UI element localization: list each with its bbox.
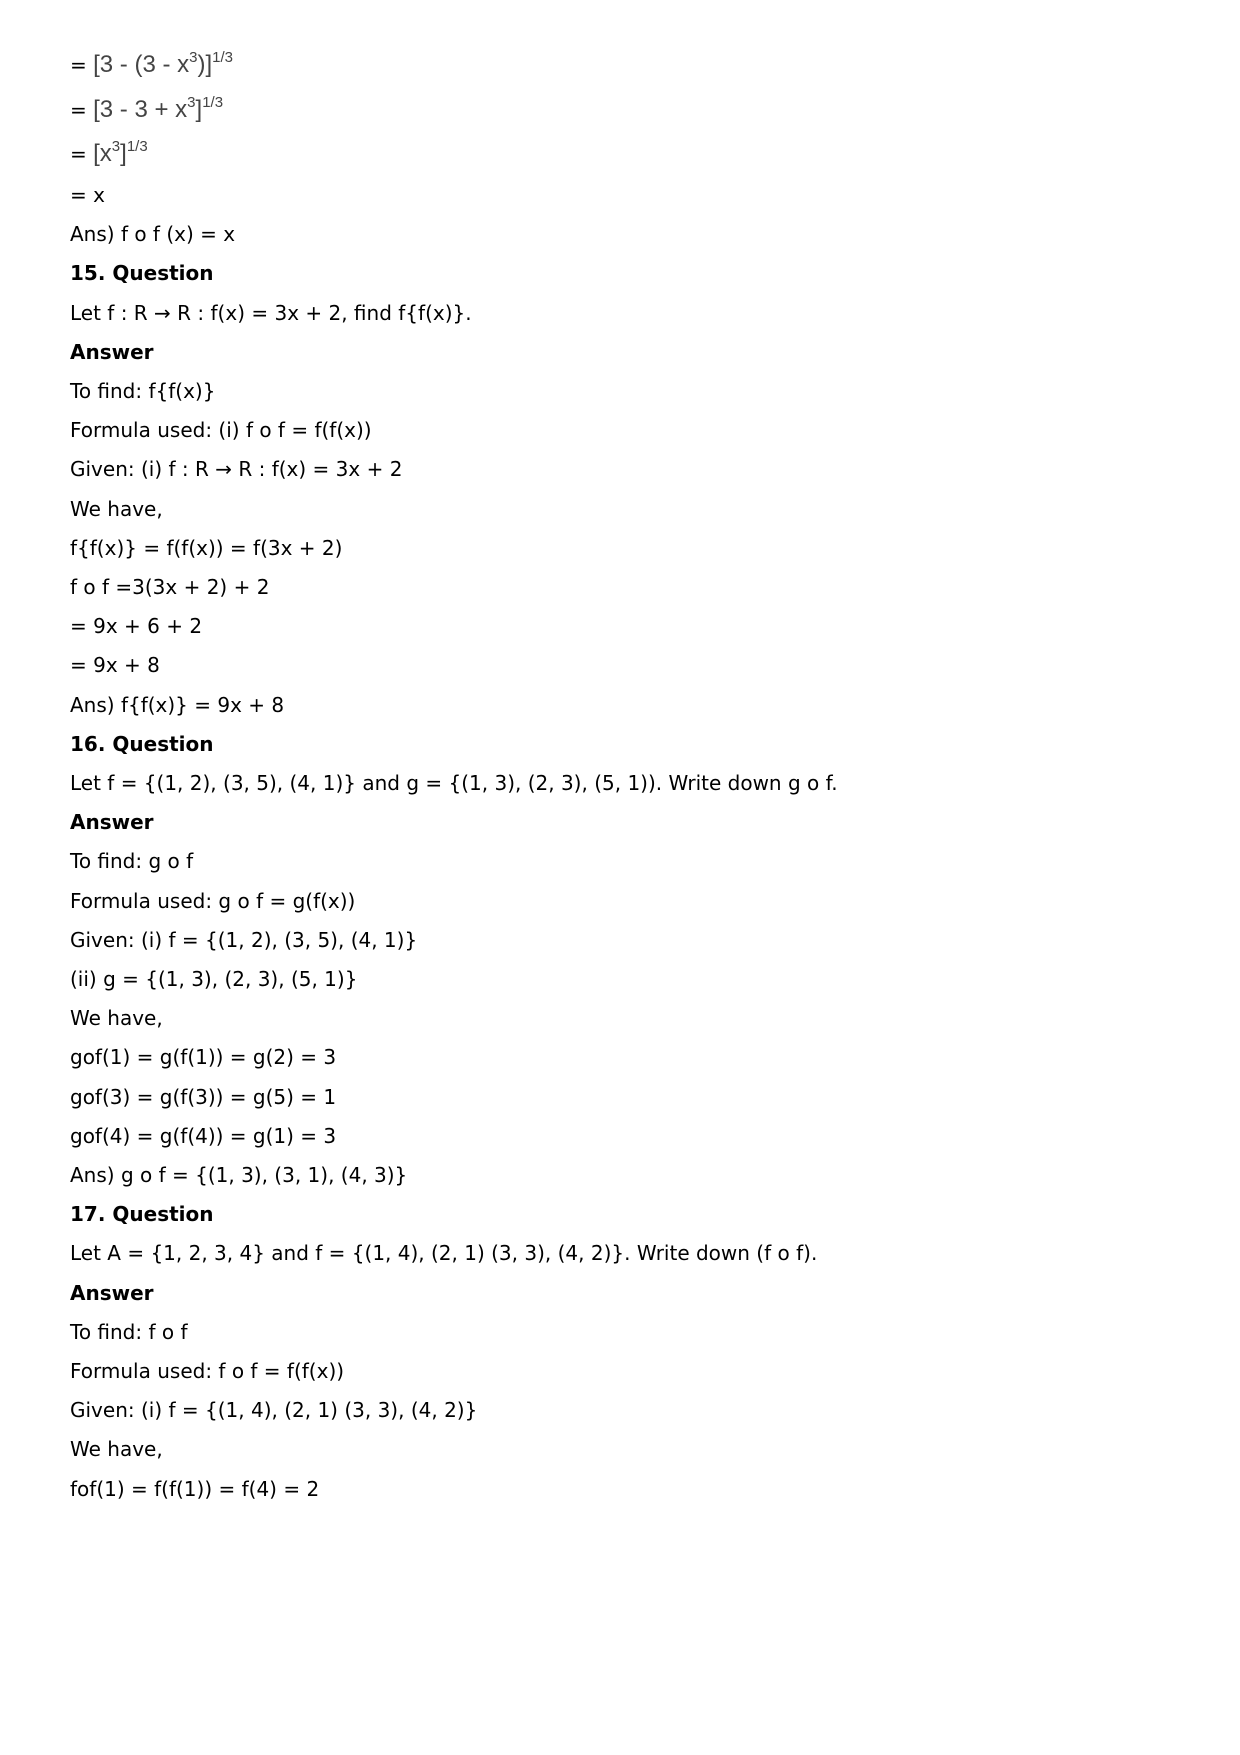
text-line: Given: (i) f = {(1, 2), (3, 5), (4, 1)}	[70, 928, 418, 952]
text-line: We have,	[70, 1437, 163, 1461]
question-heading: 17. Question	[70, 1202, 214, 1226]
text-line: We have,	[70, 497, 163, 521]
text-line: gof(4) = g(f(4)) = g(1) = 3	[70, 1124, 337, 1148]
question-heading: 16. Question	[70, 732, 214, 756]
text-line: To find: f o f	[70, 1320, 188, 1344]
exponent: 1/3	[126, 138, 148, 155]
equation-text: =	[70, 53, 94, 77]
text-line: Let f = {(1, 2), (3, 5), (4, 1)} and g = {(1, 3), (2, 3), (5, 1)). Write down g o f.	[70, 771, 838, 795]
text-line: We have,	[70, 1006, 163, 1030]
text-line: To find: f{f(x)}	[70, 379, 216, 403]
answer-heading: Answer	[70, 1281, 154, 1305]
text-line: gof(1) = g(f(1)) = g(2) = 3	[70, 1045, 337, 1069]
text-line: f o f =3(3x + 2) + 2	[70, 575, 270, 599]
text-line: = 9x + 8	[70, 653, 160, 677]
text-line: Formula used: f o f = f(f(x))	[70, 1359, 345, 1383]
equation-text: )]	[197, 51, 213, 78]
text-line: = 9x + 6 + 2	[70, 614, 203, 638]
exponent: 3	[111, 138, 121, 155]
text-line: = x	[70, 183, 105, 207]
equation-line	[70, 139, 148, 169]
text-line: To find: g o f	[70, 849, 194, 873]
equation-text: =	[70, 98, 94, 122]
text-line: Let f : R → R : f(x) = 3x + 2, find f{f(x)}.	[70, 301, 472, 325]
text-line: gof(3) = g(f(3)) = g(5) = 1	[70, 1085, 337, 1109]
text-line: Ans) f o f (x) = x	[70, 222, 236, 246]
answer-heading: Answer	[70, 340, 154, 364]
equation-text: ]	[120, 140, 127, 167]
equation-text: [x	[93, 140, 112, 167]
text-line: Formula used: g o f = g(f(x))	[70, 889, 356, 913]
text-line: Ans) g o f = {(1, 3), (3, 1), (4, 3)}	[70, 1163, 408, 1187]
answer-heading: Answer	[70, 810, 154, 834]
text-line: Formula used: (i) f o f = f(f(x))	[70, 418, 372, 442]
question-heading: 15. Question	[70, 261, 214, 285]
text-line: Given: (i) f : R → R : f(x) = 3x + 2	[70, 457, 403, 481]
equation-text: [3 - 3 + x	[93, 96, 188, 123]
equation-text: ]	[195, 96, 203, 123]
equation-line	[70, 95, 223, 125]
equation-text: [3 - (3 - x	[93, 51, 190, 78]
equation-line	[70, 50, 233, 80]
exponent: 3	[189, 49, 198, 66]
exponent: 1/3	[212, 49, 234, 66]
exponent: 1/3	[202, 94, 224, 111]
exponent: 3	[187, 94, 196, 111]
text-line: fof(1) = f(f(1)) = f(4) = 2	[70, 1477, 320, 1501]
text-line: Ans) f{f(x)} = 9x + 8	[70, 693, 285, 717]
equation-text: =	[70, 142, 94, 166]
text-line: (ii) g = {(1, 3), (2, 3), (5, 1)}	[70, 967, 358, 991]
text-line: Let A = {1, 2, 3, 4} and f = {(1, 4), (2, 1) (3, 3), (4, 2)}. Write down (f o f).	[70, 1241, 818, 1265]
text-line: f{f(x)} = f(f(x)) = f(3x + 2)	[70, 536, 343, 560]
text-line: Given: (i) f = {(1, 4), (2, 1) (3, 3), (4, 2)}	[70, 1398, 478, 1422]
